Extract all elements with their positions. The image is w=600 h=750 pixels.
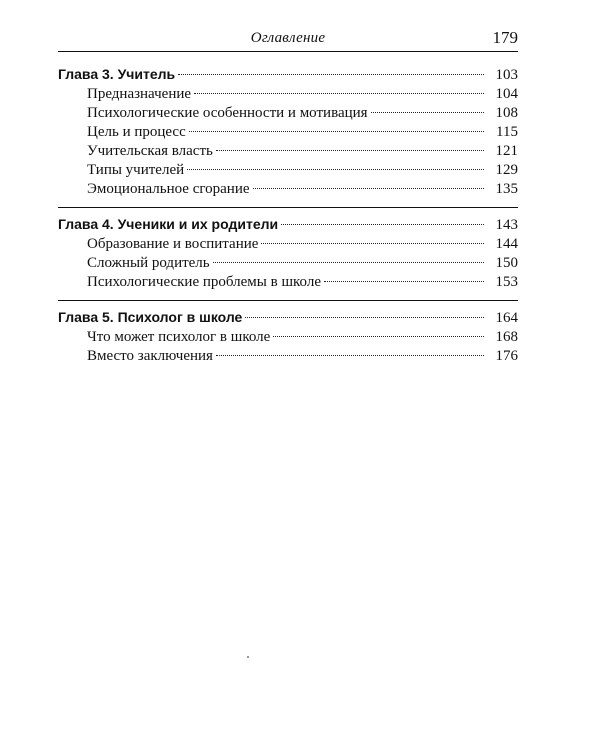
toc-entry <box>58 161 518 180</box>
chapter-3 <box>58 64 518 199</box>
dot-leader <box>216 149 484 151</box>
toc-entry <box>58 85 518 104</box>
entry-title: Типы учителей <box>87 162 185 178</box>
entry-page-number: 121 <box>495 143 518 159</box>
dot-leader <box>245 316 484 318</box>
entry-title: Психологические особенности и мотивация <box>87 105 368 121</box>
entry-page-number: 115 <box>496 124 518 140</box>
dot-leader <box>194 92 484 94</box>
toc-entry <box>58 235 518 254</box>
entry-page-number: 108 <box>495 105 518 121</box>
dot-leader <box>213 261 484 263</box>
header-rule <box>58 51 518 52</box>
chapter-page-number: 103 <box>495 67 518 83</box>
toc-entry <box>58 328 518 347</box>
entry-page-number: 135 <box>495 181 518 197</box>
chapter-divider <box>58 300 518 301</box>
entry-page-number: 176 <box>495 348 518 364</box>
running-title: Оглавление <box>250 30 326 46</box>
entry-title: Учительская власть <box>87 143 213 159</box>
toc-entry <box>58 347 518 366</box>
dot-leader <box>178 73 484 75</box>
entry-page-number: 168 <box>495 329 518 345</box>
page-number: 179 <box>492 28 518 47</box>
entry-page-number: 129 <box>495 162 518 178</box>
toc-entry <box>58 180 518 199</box>
dot-leader <box>216 354 484 356</box>
dot-leader <box>273 335 484 337</box>
dot-leader <box>371 111 484 113</box>
dot-leader <box>324 280 484 282</box>
chapter-heading <box>58 64 518 85</box>
chapter-5 <box>58 307 518 366</box>
chapter-title: Глава 5. Психолог в школе <box>58 309 243 325</box>
entry-page-number: 150 <box>495 255 518 271</box>
entry-title: Предназначение <box>87 86 192 102</box>
chapter-title: Глава 4. Ученики и их родители <box>58 216 279 232</box>
dot-leader <box>261 242 484 244</box>
dot-leader <box>189 130 484 132</box>
toc-entry <box>58 273 518 292</box>
entry-page-number: 153 <box>495 274 518 290</box>
entry-title: Образование и воспитание <box>87 236 259 252</box>
running-header <box>58 28 518 52</box>
print-speck <box>247 656 249 658</box>
chapter-title: Глава 3. Учитель <box>58 66 176 82</box>
chapter-heading <box>58 214 518 235</box>
dot-leader <box>281 223 484 225</box>
chapter-divider <box>58 207 518 208</box>
toc-entry <box>58 254 518 273</box>
entry-title: Сложный родитель <box>87 255 210 271</box>
entry-title: Вместо заключения <box>87 348 213 364</box>
table-of-contents <box>58 64 518 366</box>
entry-page-number: 144 <box>495 236 518 252</box>
chapter-4 <box>58 214 518 292</box>
chapter-page-number: 143 <box>495 217 518 233</box>
toc-entry <box>58 104 518 123</box>
entry-title: Психологические проблемы в школе <box>87 274 321 290</box>
entry-page-number: 104 <box>495 86 518 102</box>
dot-leader <box>187 168 484 170</box>
entry-title: Эмоциональное сгорание <box>87 181 250 197</box>
entry-title: Что может психолог в школе <box>87 329 271 345</box>
toc-entry <box>58 142 518 161</box>
toc-entry <box>58 123 518 142</box>
chapter-page-number: 164 <box>495 310 518 326</box>
dot-leader <box>253 187 484 189</box>
chapter-heading <box>58 307 518 328</box>
entry-title: Цель и процесс <box>87 124 186 140</box>
